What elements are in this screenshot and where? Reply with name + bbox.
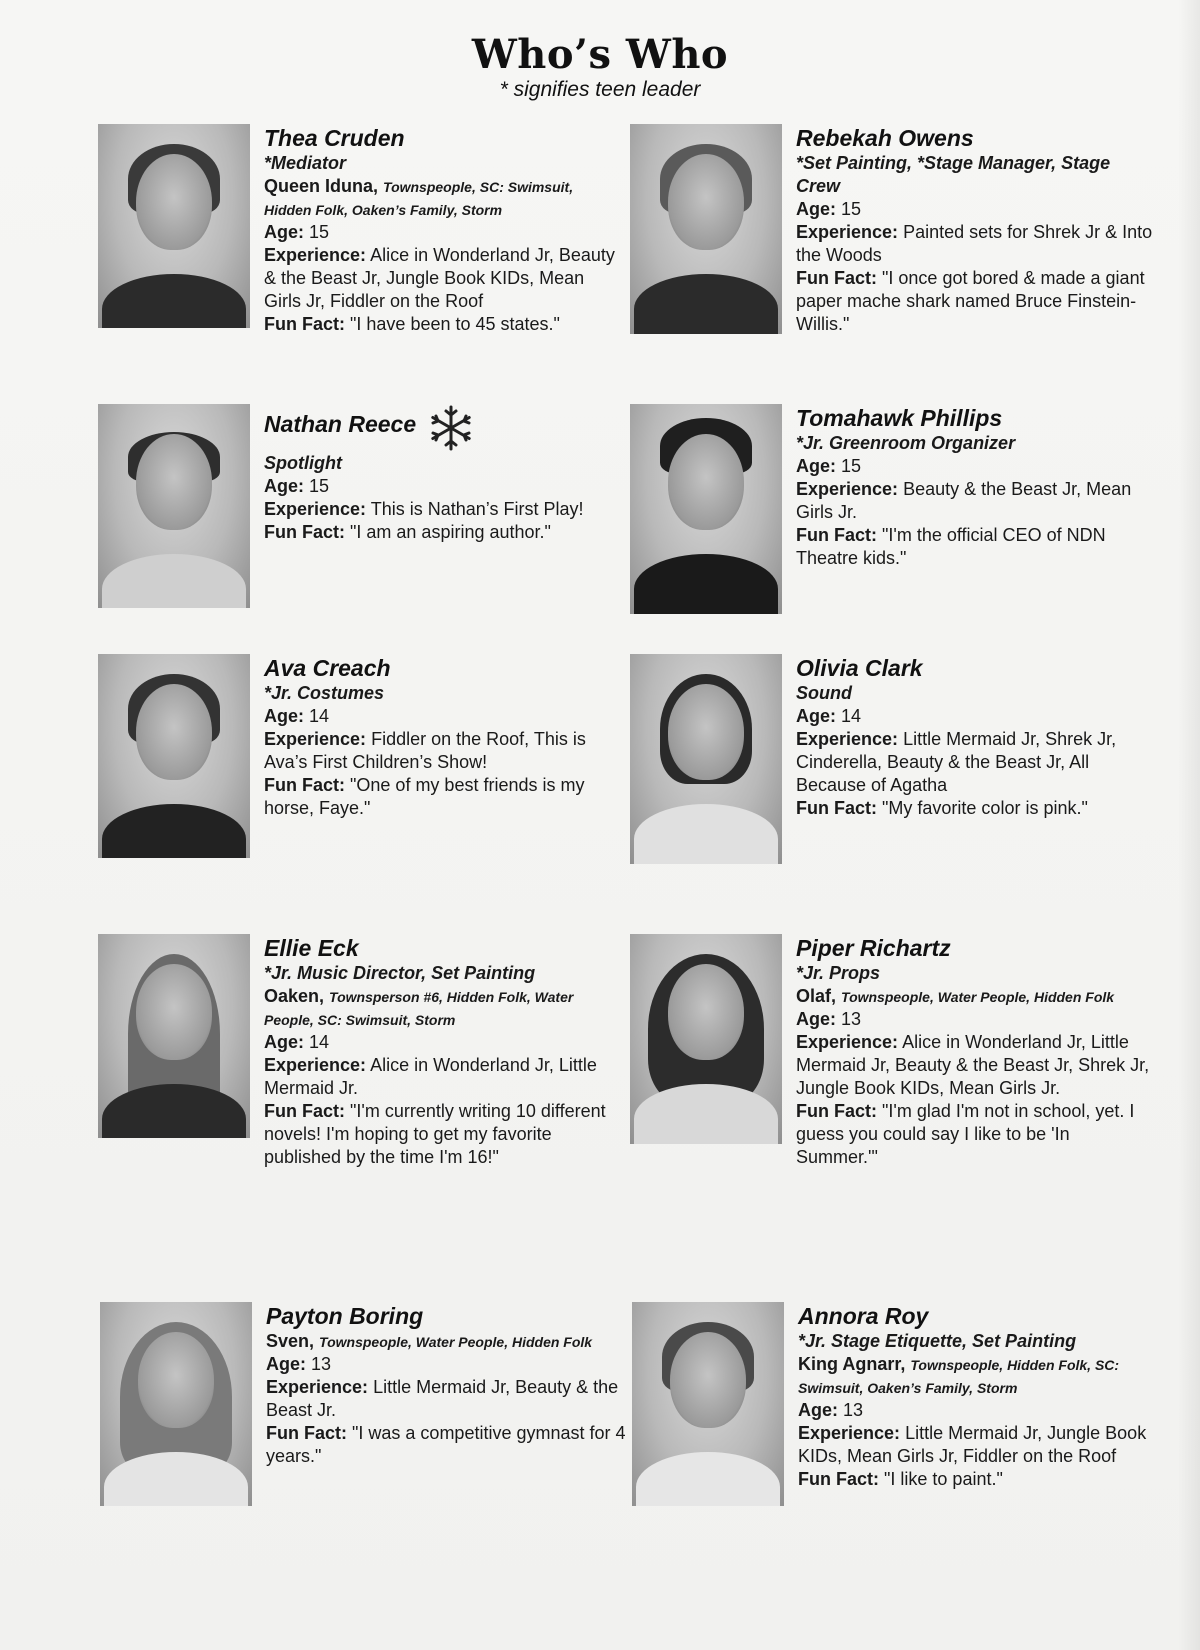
member-experience — [264, 498, 624, 521]
experience-label: Experience: — [798, 1423, 901, 1443]
experience-label: Experience: — [796, 222, 899, 242]
member-name: Ellie Eck — [264, 935, 359, 961]
funfact-label: Fun Fact: — [264, 314, 345, 334]
headshot-photo — [630, 934, 782, 1144]
cast-detail: Townspeople, Water People, Hidden Folk — [319, 1334, 593, 1350]
age-label: Age: — [264, 222, 304, 242]
page-header — [0, 32, 1200, 102]
headshot-photo — [630, 124, 782, 334]
member-funfact — [264, 521, 624, 544]
page-title: Who’s Who — [471, 31, 729, 78]
member-role: *Jr. Greenroom Organizer — [796, 433, 1016, 453]
member-role: *Jr. Stage Etiquette, Set Painting — [798, 1331, 1077, 1351]
experience-value: Little Mermaid Jr, Shrek Jr, Cinderella, Beauty & the Beast Jr, All Because of Agatha — [796, 729, 1117, 795]
funfact-label: Fun Fact: — [266, 1423, 347, 1443]
funfact-label: Fun Fact: — [796, 1101, 877, 1121]
member-role: *Jr. Props — [796, 963, 881, 983]
member-name: Olivia Clark — [796, 655, 923, 681]
age-value: 14 — [309, 1032, 330, 1052]
age-value: 13 — [311, 1354, 332, 1374]
experience-label: Experience: — [264, 245, 367, 265]
member-age — [264, 705, 624, 728]
age-label: Age: — [264, 476, 304, 496]
age-value: 15 — [841, 456, 862, 476]
member-name: Tomahawk Phillips — [796, 405, 1003, 431]
age-value: 13 — [841, 1009, 862, 1029]
member-name: Thea Cruden — [264, 125, 405, 151]
member-funfact — [266, 1422, 626, 1468]
funfact-label: Fun Fact: — [796, 268, 877, 288]
member-age — [798, 1399, 1158, 1422]
funfact-label: Fun Fact: — [796, 525, 877, 545]
age-value: 15 — [309, 476, 330, 496]
member-role: Spotlight — [264, 453, 342, 473]
experience-label: Experience: — [796, 729, 899, 749]
member-funfact — [264, 1100, 624, 1169]
experience-value: Little Mermaid Jr, Beauty & the Beast Jr. — [266, 1377, 619, 1420]
cast-main: Sven, — [266, 1331, 315, 1351]
cast-main: Olaf, — [796, 986, 837, 1006]
member-age — [796, 705, 1156, 728]
member-age — [796, 198, 1156, 221]
member-experience — [796, 1031, 1156, 1100]
member-cast — [796, 985, 1156, 1008]
funfact-value: "I'm glad I'm not in school, yet. I guess you could say I like to be 'In Summer.'" — [796, 1101, 1135, 1167]
member-role: *Jr. Costumes — [264, 683, 385, 703]
member-cast — [264, 985, 624, 1031]
headshot-photo — [632, 1302, 784, 1506]
cast-main: Queen Iduna, — [264, 176, 379, 196]
age-label: Age: — [798, 1400, 838, 1420]
member-funfact — [796, 267, 1156, 336]
cast-detail: Townspeople, Hidden Folk, SC: Swimsuit, Oaken’s Family, Storm — [798, 1357, 1120, 1396]
funfact-value: "I'm currently writing 10 different novels! I'm hoping to get my favorite published by the time I'm 16!" — [264, 1101, 606, 1167]
age-label: Age: — [796, 706, 836, 726]
age-value: 14 — [309, 706, 330, 726]
page-subtitle: * signifies teen leader — [499, 78, 701, 101]
member-info — [796, 124, 1156, 336]
member-info — [796, 654, 1156, 820]
headshot-photo — [98, 934, 250, 1138]
member-info — [798, 1302, 1158, 1491]
age-label: Age: — [796, 1009, 836, 1029]
member-name: Annora Roy — [798, 1303, 929, 1329]
member-info — [264, 124, 624, 336]
member-funfact — [798, 1468, 1158, 1491]
member-info — [266, 1302, 626, 1468]
age-label: Age: — [266, 1354, 306, 1374]
funfact-value: "I'm the official CEO of NDN Theatre kids." — [796, 525, 1106, 568]
experience-label: Experience: — [796, 479, 899, 499]
headshot-photo — [630, 654, 782, 864]
funfact-label: Fun Fact: — [798, 1469, 879, 1489]
member-experience — [798, 1422, 1158, 1468]
funfact-label: Fun Fact: — [264, 775, 345, 795]
experience-value: Painted sets for Shrek Jr & Into the Woods — [796, 222, 1153, 265]
funfact-value: "My favorite color is pink." — [882, 798, 1088, 818]
funfact-value: "I have been to 45 states." — [350, 314, 560, 334]
cast-detail: Townspeople, SC: Swimsuit, Hidden Folk, Oaken’s Family, Storm — [264, 179, 574, 218]
member-age — [266, 1353, 626, 1376]
member-cast — [264, 175, 624, 221]
headshot-photo — [98, 124, 250, 328]
cast-detail: Townsperson #6, Hidden Folk, Water People, SC: Swimsuit, Storm — [264, 989, 574, 1028]
member-name: Payton Boring — [266, 1303, 424, 1329]
member-name: Rebekah Owens — [796, 125, 974, 151]
age-label: Age: — [796, 199, 836, 219]
experience-value: This is Nathan’s First Play! — [370, 499, 584, 519]
member-experience — [264, 1054, 624, 1100]
age-label: Age: — [796, 456, 836, 476]
member-age — [796, 1008, 1156, 1031]
experience-value: Fiddler on the Roof, This is Ava’s First Children’s Show! — [264, 729, 586, 772]
funfact-label: Fun Fact: — [264, 522, 345, 542]
snowflake-icon — [427, 404, 475, 452]
member-cast — [266, 1330, 626, 1353]
funfact-label: Fun Fact: — [264, 1101, 345, 1121]
headshot-photo — [100, 1302, 252, 1506]
experience-label: Experience: — [264, 1055, 367, 1075]
member-funfact — [264, 313, 624, 336]
member-info — [264, 934, 624, 1169]
member-role: *Mediator — [264, 153, 347, 173]
funfact-value: "One of my best friends is my horse, Faye." — [264, 775, 585, 818]
member-experience — [796, 728, 1156, 797]
member-age — [264, 221, 624, 244]
page-shadow — [1178, 0, 1200, 1650]
member-age — [264, 1031, 624, 1054]
member-funfact — [796, 1100, 1156, 1169]
age-value: 15 — [309, 222, 330, 242]
member-experience — [796, 478, 1156, 524]
member-experience — [796, 221, 1156, 267]
headshot-photo — [98, 404, 250, 608]
cast-detail: Townspeople, Water People, Hidden Folk — [841, 989, 1115, 1005]
age-label: Age: — [264, 1032, 304, 1052]
experience-value: Alice in Wonderland Jr, Beauty & the Beast Jr, Jungle Book KIDs, Mean Girls Jr, Fiddler on the Roof — [264, 245, 615, 311]
member-cast — [798, 1353, 1158, 1399]
funfact-value: "I like to paint." — [884, 1469, 1003, 1489]
member-funfact — [796, 524, 1156, 570]
experience-value: Alice in Wonderland Jr, Little Mermaid Jr, Beauty & the Beast Jr, Shrek Jr, Jungle Book KIDs, Mean Girls Jr. — [796, 1032, 1150, 1098]
cast-main: Oaken, — [264, 986, 325, 1006]
member-experience — [264, 728, 624, 774]
funfact-value: "I am an aspiring author." — [350, 522, 551, 542]
experience-label: Experience: — [796, 1032, 899, 1052]
member-info — [264, 404, 624, 544]
member-age — [264, 475, 624, 498]
member-experience — [266, 1376, 626, 1422]
member-info — [796, 934, 1156, 1169]
member-funfact — [264, 774, 624, 820]
member-role: *Jr. Music Director, Set Painting — [264, 963, 536, 983]
member-name: Ava Creach — [264, 655, 391, 681]
age-label: Age: — [264, 706, 304, 726]
member-name: Piper Richartz — [796, 935, 951, 961]
member-role: Sound — [796, 683, 852, 703]
member-name: Nathan Reece — [264, 411, 417, 438]
funfact-value: "I was a competitive gymnast for 4 years." — [266, 1423, 626, 1466]
experience-value: Alice in Wonderland Jr, Little Mermaid Jr. — [264, 1055, 597, 1098]
member-funfact — [796, 797, 1156, 820]
experience-label: Experience: — [264, 499, 367, 519]
age-value: 13 — [843, 1400, 864, 1420]
cast-main: King Agnarr, — [798, 1354, 906, 1374]
member-age — [796, 455, 1156, 478]
experience-label: Experience: — [264, 729, 367, 749]
member-info — [796, 404, 1156, 570]
headshot-photo — [98, 654, 250, 858]
experience-value: Beauty & the Beast Jr, Mean Girls Jr. — [796, 479, 1132, 522]
experience-label: Experience: — [266, 1377, 369, 1397]
experience-value: Little Mermaid Jr, Jungle Book KIDs, Mean Girls Jr, Fiddler on the Roof — [798, 1423, 1147, 1466]
age-value: 15 — [841, 199, 862, 219]
funfact-value: "I once got bored & made a giant paper mache shark named Bruce Finstein-Willis." — [796, 268, 1145, 334]
age-value: 14 — [841, 706, 862, 726]
headshot-photo — [630, 404, 782, 614]
funfact-label: Fun Fact: — [796, 798, 877, 818]
member-role: *Set Painting, *Stage Manager, Stage Crew — [796, 153, 1111, 196]
member-info — [264, 654, 624, 820]
member-experience — [264, 244, 624, 313]
